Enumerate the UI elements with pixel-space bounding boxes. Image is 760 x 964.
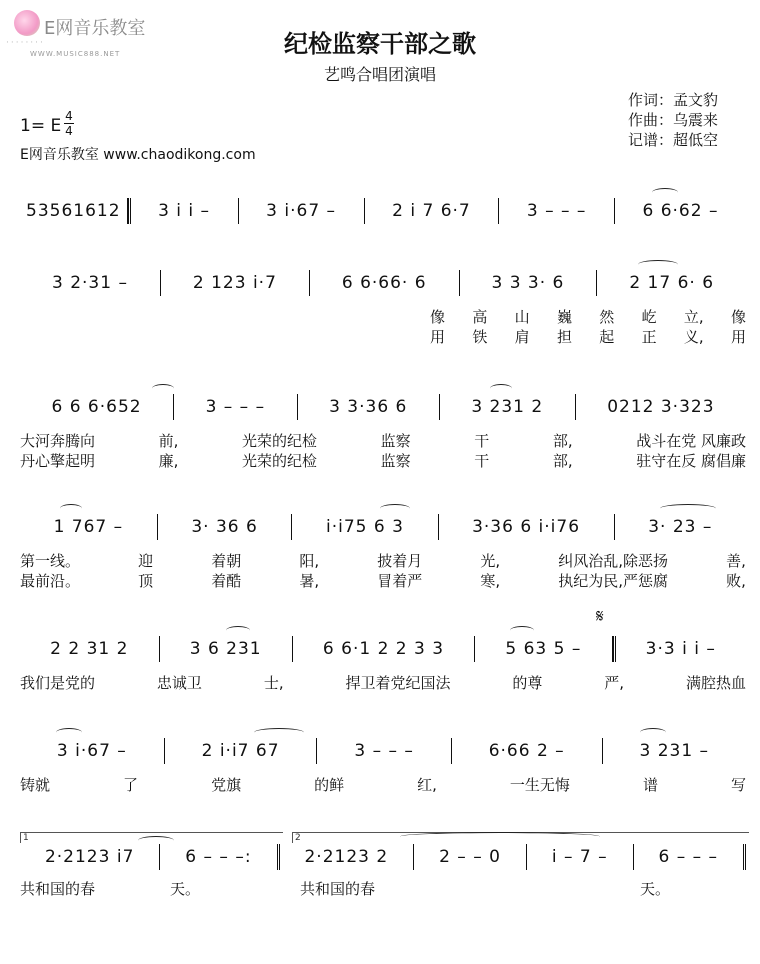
lyric-syllable: 用 [730, 328, 746, 346]
lyric-phrase: 部, [552, 432, 573, 450]
measure: 3 – – – [499, 198, 615, 224]
lyric-phrase: 监察 [380, 452, 411, 470]
lyric-phrase: 铸就 [20, 776, 51, 794]
measure: 6 6·1 2 2 3 3 [293, 636, 475, 662]
lyrics-verse-1 [20, 430, 746, 451]
lyric-syllable: 然 [599, 308, 615, 326]
lyric-phrase: 忠诚卫 [156, 674, 202, 692]
lyric-phrase: 光荣的纪检 [241, 432, 317, 450]
score-line-2 [20, 270, 746, 390]
score-line-7 [20, 833, 746, 964]
measure: 53561612 [20, 198, 128, 224]
measure: 2 123 i·7 [161, 270, 310, 296]
lyric-phrase: 红, [417, 776, 437, 794]
lyric-phrase: 顶 [138, 572, 154, 590]
source-credit: E网音乐教室 www.chaodikong.com [20, 147, 256, 163]
measure: 2 i·i7 67 [165, 738, 318, 764]
measure: 6 6·66· 6 [310, 270, 460, 296]
song-credits [628, 90, 718, 150]
lyric-phrase: 一生无悔 [509, 776, 570, 794]
lyric-phrase: 天。 [640, 880, 671, 898]
lyric-syllable: 立, [683, 308, 704, 326]
lyric-phrase: 战斗在党 风廉政 [636, 432, 746, 450]
measure: 3· 23 – [648, 517, 713, 537]
slur-mark [660, 504, 716, 513]
lyric-phrase: 披着月 [377, 552, 423, 570]
slur-mark [490, 384, 512, 393]
lyric-syllable: 像 [730, 308, 746, 326]
transcriber-credit: 记谱：超低空 [628, 131, 719, 149]
measure: 6 6·62 – [642, 201, 719, 221]
lyric-phrase: 党旗 [211, 776, 242, 794]
measure: 3 i i – [128, 198, 239, 224]
watermark-url: WWW.MUSIC888.NET [30, 50, 121, 58]
lyric-phrase: 暑, [299, 572, 320, 590]
measure: 3·36 6 i·i76 [439, 514, 615, 540]
measure: 2 – – 0 [414, 844, 527, 870]
lyric-phrase: 干 [474, 452, 490, 470]
lyric-phrase: 纠风治乱,除恶扬 [558, 552, 669, 570]
lyric-phrase: 部, [552, 452, 573, 470]
slur-mark [652, 188, 678, 197]
measure: 3 231 2 [440, 394, 576, 420]
lyric-phrase: 监察 [380, 432, 411, 450]
first-ending-bracket: 1 [20, 832, 283, 843]
lyric-phrase: 冒着严 [377, 572, 423, 590]
slur-mark [60, 504, 82, 513]
measure: 0212 3·323 [607, 397, 715, 417]
measure: 3 – – – [317, 738, 451, 764]
slur-mark [56, 728, 82, 737]
measure: 6·66 2 – [452, 738, 603, 764]
lyric-phrase: 士, [263, 674, 284, 692]
measure: 2·2123 2 [280, 844, 415, 870]
slur-mark [152, 384, 174, 393]
lyric-phrase: 着酷 [211, 572, 242, 590]
watermark-logo-text: E网音乐教室 [44, 18, 146, 39]
lyric-syllable: 铁 [472, 328, 488, 346]
measure: 3 i·67 – [239, 198, 365, 224]
lyric-syllable: 巍 [556, 308, 572, 326]
lyric-phrase: 共和国的春 [20, 880, 96, 898]
lyric-syllable: 正 [641, 328, 657, 346]
lyric-phrase: 光荣的纪检 [241, 452, 317, 470]
lyric-phrase: 丹心擎起明 [20, 452, 96, 470]
key-signature [20, 109, 73, 138]
lyric-phrase: 共和国的春 [300, 880, 376, 898]
lyric-phrase: 严, [604, 674, 625, 692]
lyric-phrase: 干 [474, 432, 490, 450]
lyric-phrase: 寒, [480, 572, 501, 590]
measure: 2·2123 i7 [20, 844, 160, 870]
slur-mark [138, 836, 174, 845]
lyrics-verse-1 [20, 878, 746, 899]
lyrics-verse-2 [430, 326, 746, 347]
time-top: 4 [65, 109, 73, 123]
lyrics-verse-1 [430, 306, 746, 327]
segno-icon: 𝄋 [596, 606, 604, 627]
time-signature [64, 110, 74, 137]
lyric-phrase: 第一线。 [20, 552, 81, 570]
measure: 6 – – – [634, 844, 746, 870]
lyric-syllable: 高 [472, 308, 488, 326]
lyric-phrase: 廉, [158, 452, 179, 470]
song-subtitle: 艺鸣合唱团演唱 [323, 65, 436, 84]
measure: 2 i 7 6·7 [365, 198, 500, 224]
lyric-phrase: 大河奔腾向 [20, 432, 96, 450]
measure: 3 231 – [639, 741, 710, 761]
lyrics-verse-1 [20, 672, 746, 693]
lyric-syllable: 义, [683, 328, 704, 346]
measure: 1 767 – [20, 514, 158, 540]
lyric-phrase: 迎 [138, 552, 154, 570]
second-ending-bracket: 2 [292, 832, 749, 843]
lyric-phrase: 的鲜 [314, 776, 345, 794]
lyric-phrase: 执纪为民,严惩腐 [558, 572, 669, 590]
measure: 3 6 231 [160, 636, 293, 662]
measure: 3 2·31 – [20, 270, 161, 296]
lyric-phrase: 驻守在反 腐倡廉 [636, 452, 746, 470]
measure: 2 17 6· 6 [629, 273, 715, 293]
lyric-phrase: 前, [158, 432, 179, 450]
slur-mark [254, 728, 304, 737]
key-text: 1= E [20, 116, 62, 136]
lyric-syllable: 担 [556, 328, 572, 346]
lyric-phrase: 捍卫着党纪国法 [345, 674, 451, 692]
measure: 5 63 5 – [475, 636, 612, 662]
lyric-phrase: 光, [480, 552, 501, 570]
lyrics-verse-1 [20, 774, 746, 795]
lyric-phrase: 的尊 [512, 674, 543, 692]
measure: i·i75 6 3 [292, 514, 438, 540]
watermark-dots: ········ [6, 38, 45, 48]
measure: 3 i·67 – [20, 738, 165, 764]
slur-mark [640, 728, 666, 737]
score-line-3 [20, 394, 746, 514]
lyric-phrase: 阳, [299, 552, 320, 570]
lyrics-verse-2 [20, 570, 746, 591]
measure: 3 3·36 6 [298, 394, 440, 420]
measure: i – 7 – [527, 844, 634, 870]
lyric-phrase: 着朝 [211, 552, 242, 570]
time-bottom: 4 [65, 124, 73, 138]
measure: 3 3 3· 6 [460, 270, 598, 296]
lyrics-verse-1 [20, 550, 746, 571]
measure: 3 – – – [174, 394, 298, 420]
measure: 3· 36 6 [158, 514, 293, 540]
lyric-syllable: 用 [430, 328, 446, 346]
slur-mark [400, 832, 600, 841]
slur-mark [226, 626, 250, 635]
lyric-phrase: 败, [726, 572, 746, 590]
slur-mark [510, 626, 534, 635]
lyricist-credit: 作词：孟文豹 [628, 91, 719, 109]
measure: 3·3 i i – [613, 636, 747, 662]
lyric-phrase: 谱 [642, 776, 658, 794]
lyric-syllable: 像 [430, 308, 446, 326]
slur-mark [380, 504, 410, 513]
song-title: 纪检监察干部之歌 [284, 30, 476, 58]
measure: 6 6 6·652 [20, 394, 174, 420]
measure: 6 – – –: [160, 844, 279, 870]
measure: 2 2 31 2 [20, 636, 160, 662]
lyric-phrase: 写 [730, 776, 746, 794]
lyric-phrase: 了 [123, 776, 139, 794]
score-line-4 [20, 514, 746, 634]
lyric-syllable: 起 [599, 328, 615, 346]
lyric-phrase: 我们是党的 [20, 674, 96, 692]
lyric-syllable: 屹 [641, 308, 657, 326]
lyric-phrase: 善, [726, 552, 746, 570]
lyric-syllable: 肩 [514, 328, 530, 346]
lyric-phrase: 最前沿。 [20, 572, 81, 590]
composer-credit: 作曲：乌震来 [628, 111, 719, 129]
lyric-phrase: 天。 [170, 880, 201, 898]
lyric-syllable: 山 [514, 308, 530, 326]
lyric-phrase: 满腔热血 [685, 674, 746, 692]
lyrics-verse-2 [20, 450, 746, 471]
slur-mark [638, 260, 678, 269]
